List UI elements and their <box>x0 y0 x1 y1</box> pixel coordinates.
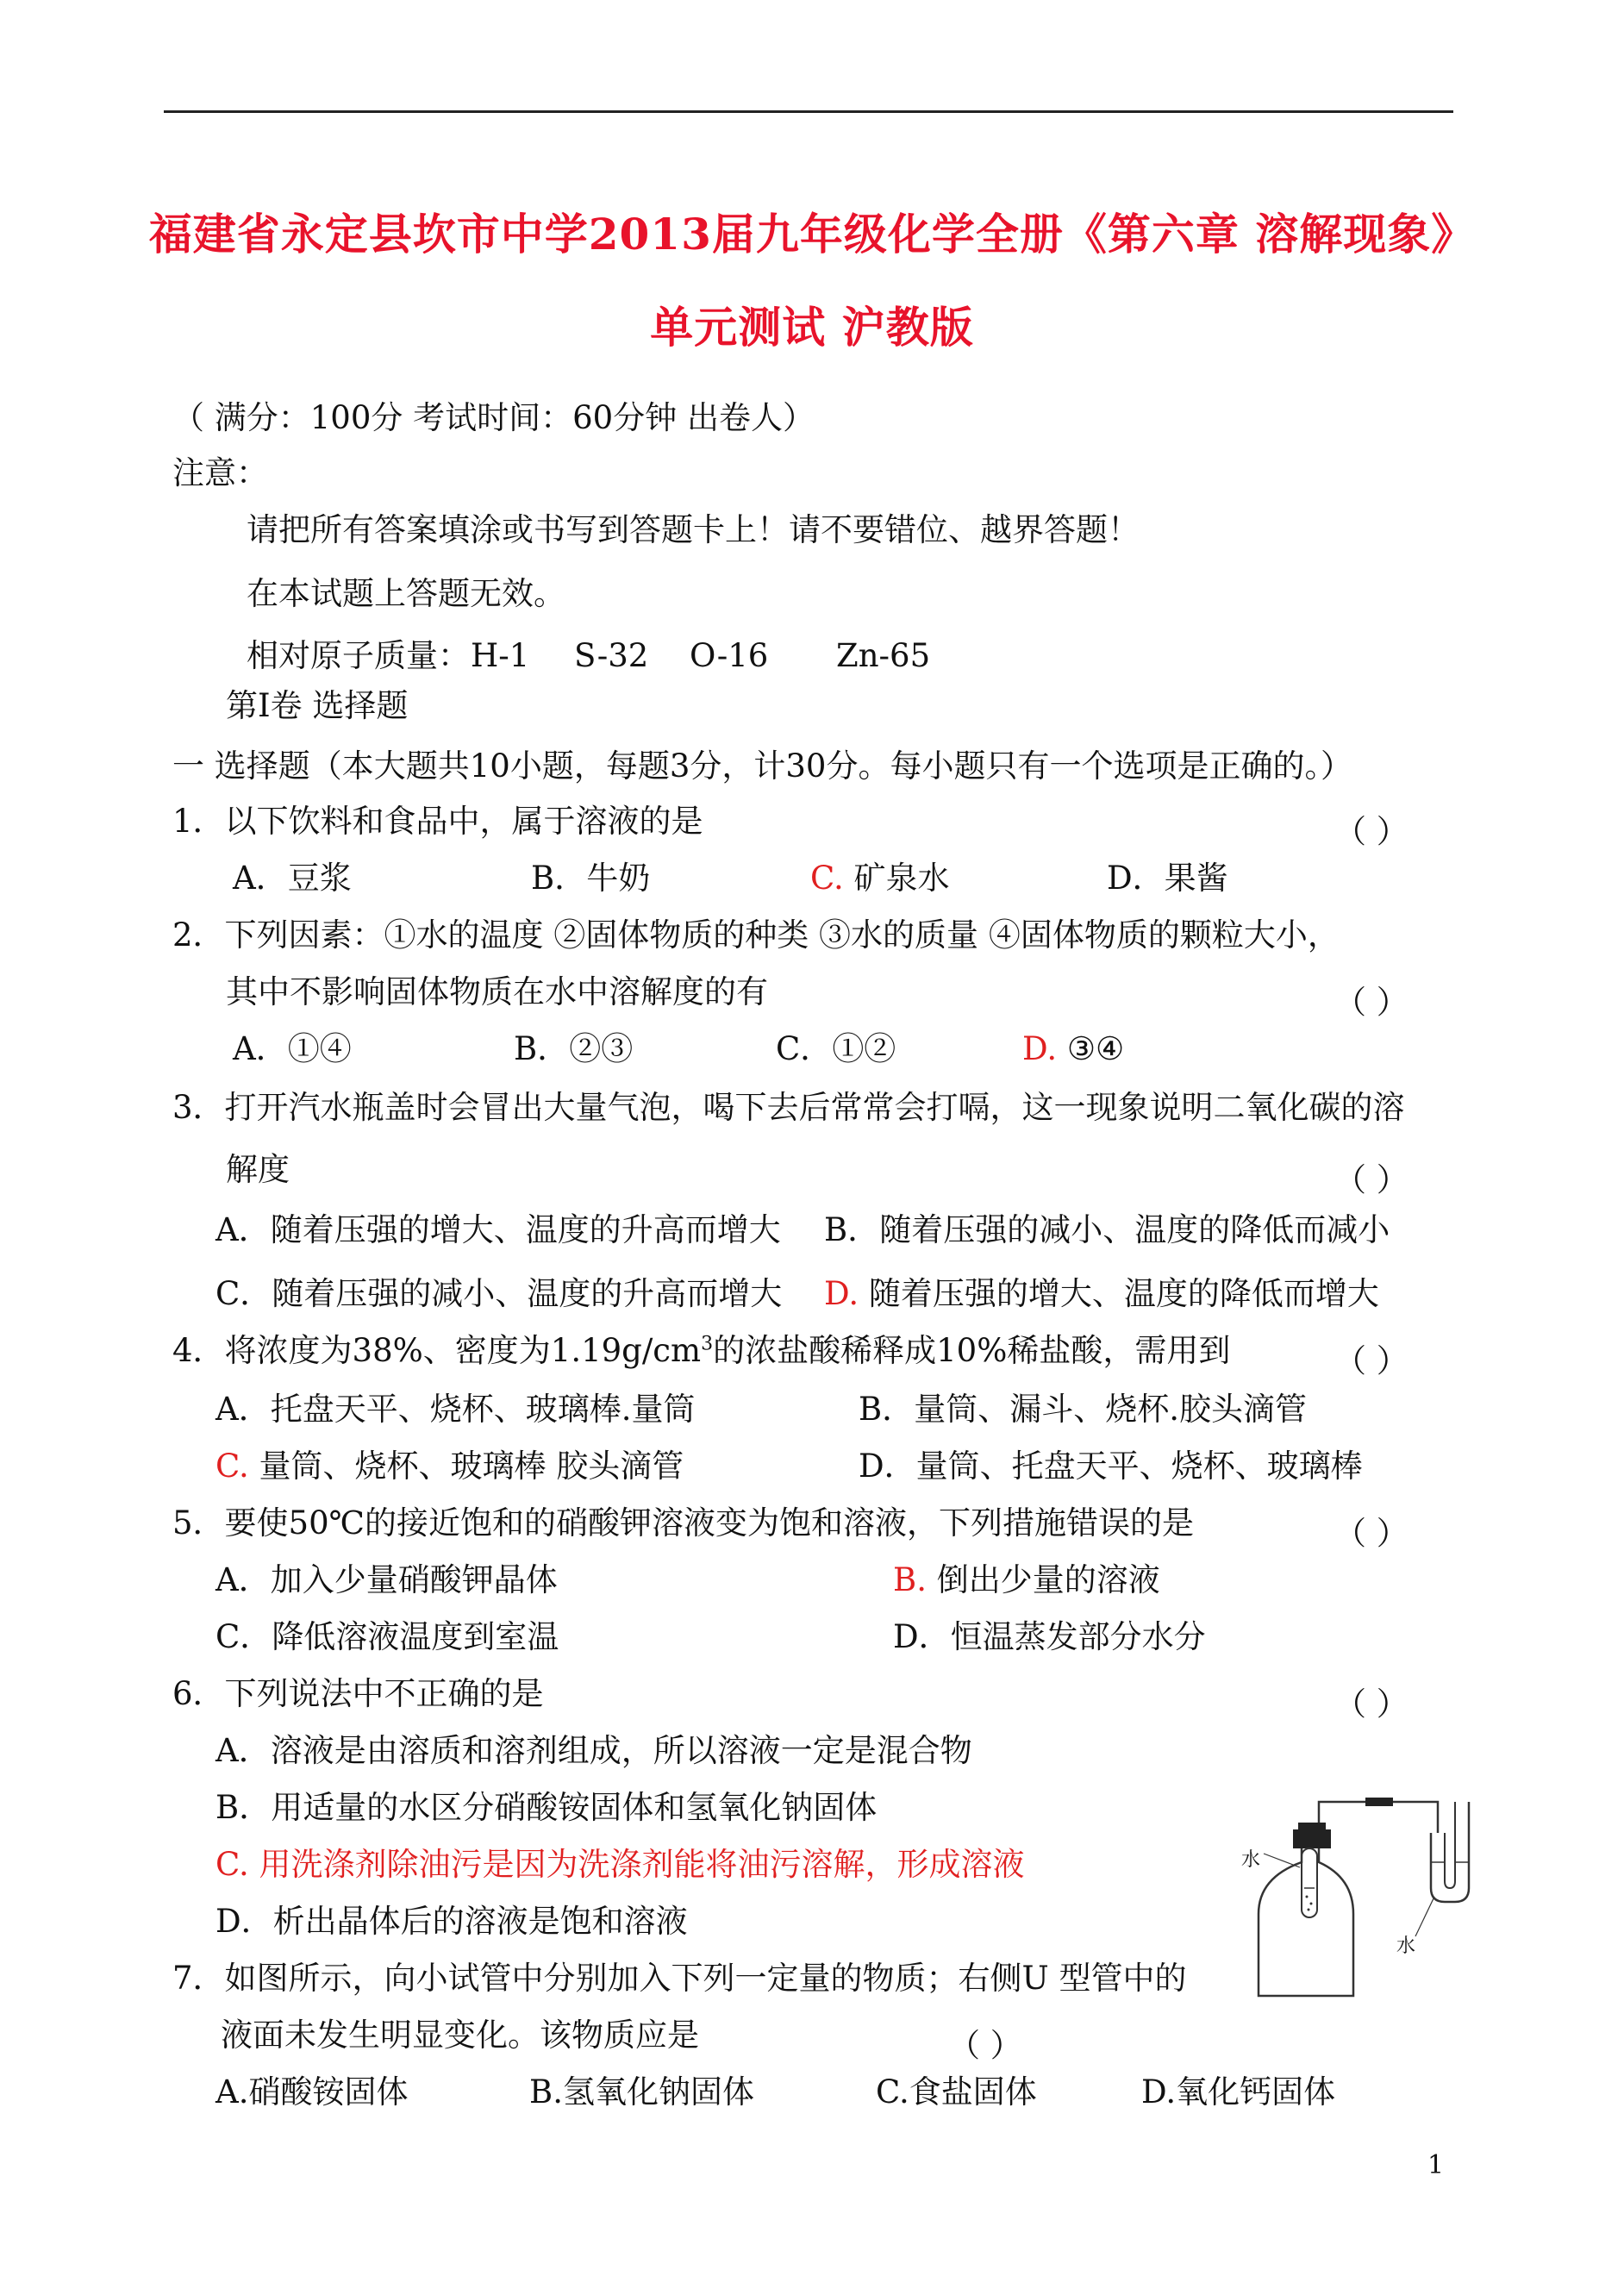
q5-answer-paren: （ ） <box>1334 1515 1409 1552</box>
q2-option-b: B．②③ <box>514 1030 634 1067</box>
q5-stem: 5．要使50℃的接近饱和的硝酸钾溶液变为饱和溶液，下列措施错误的是 <box>172 1504 1195 1541</box>
q1-option-d: D．果酱 <box>1107 860 1228 897</box>
q3-stem: 3．打开汽水瓶盖时会冒出大量气泡，喝下去后常常会打嗝，这一现象说明二氧化碳的溶 <box>172 1089 1405 1126</box>
q1-stem: 1．以下饮料和食品中，属于溶液的是 <box>172 803 703 840</box>
page-number: 1 <box>1427 2150 1445 2180</box>
q6-stem: 6．下列说法中不正确的是 <box>172 1675 544 1712</box>
q3-option-c: C．随着压强的减小、温度的升高而增大 <box>215 1275 783 1312</box>
title-line-1: 福建省永定县坎市中学2013届九年级化学全册《第六章 溶解现象》 <box>148 209 1476 260</box>
q3-option-b: B．随着压强的减小、温度的降低而减小 <box>824 1211 1390 1248</box>
q5-option-a: A．加入少量硝酸钾晶体 <box>215 1561 558 1598</box>
q2-stem-cont: 其中不影响固体物质在水中溶解度的有 <box>226 973 768 1010</box>
u-tube <box>1431 1802 1469 1902</box>
q7-option-a: A.硝酸铵固体 <box>215 2073 409 2111</box>
q2-option-d: D. ③④ <box>1022 1030 1125 1067</box>
atomic-mass-o: O-16 <box>690 637 769 674</box>
q7-option-b: B.氢氧化钠固体 <box>529 2073 754 2111</box>
q2-stem: 2．下列因素：①水的温度 ②固体物质的种类 ③水的质量 ④固体物质的颗粒大小， <box>172 916 1340 954</box>
q3-stem-cont: 解度 <box>226 1151 290 1188</box>
q7-option-d: D.氧化钙固体 <box>1141 2073 1336 2111</box>
q4-option-b: B．量筒、漏斗、烧杯.胶头滴管 <box>859 1391 1307 1428</box>
notice-line-2: 在本试题上答题无效。 <box>247 575 565 612</box>
q7-stem: 7．如图所示，向小试管中分别加入下列一定量的物质；右侧U 型管中的 <box>172 1960 1187 1997</box>
atomic-mass-label: 相对原子质量： <box>247 637 470 674</box>
atomic-mass-s: S-32 <box>574 637 649 674</box>
q4-stem: 4．将浓度为38%、密度为$1.19g/cm^3$的浓盐酸稀释成10%稀盐酸，需用到 <box>172 1332 1231 1369</box>
q4-option-c: C. 量筒、烧杯、玻璃棒 胶头滴管 <box>215 1448 684 1485</box>
q1-answer-paren: （ ） <box>1334 813 1409 850</box>
q6-option-b: B．用适量的水区分硝酸铵固体和氢氧化钠固体 <box>215 1789 878 1826</box>
exam-info: （ 满分：100分 考试时间：60分钟 出卷人） <box>172 399 815 436</box>
header-rule <box>164 110 1453 113</box>
q6-option-a: A．溶液是由溶质和溶剂组成，所以溶液一定是混合物 <box>215 1732 972 1769</box>
atomic-mass-h: H-1 <box>471 637 530 674</box>
test-tube <box>1302 1848 1317 1917</box>
section-heading: 一 选择题（本大题共10小题，每题3分，计30分。每小题只有一个选项是正确的。） <box>172 747 1352 785</box>
q1-option-c: C. 矿泉水 <box>810 860 950 897</box>
q4-option-d: D．量筒、托盘天平、烧杯、玻璃棒 <box>859 1448 1363 1485</box>
q3-option-a: A．随着压强的增大、温度的升高而增大 <box>215 1211 781 1248</box>
flask-outline <box>1259 1845 1353 1996</box>
q5-option-d: D．恒温蒸发部分水分 <box>893 1618 1206 1655</box>
flask-stopper <box>1293 1829 1331 1848</box>
label-water-left: 水 <box>1241 1849 1261 1871</box>
q3-option-d: D. 随着压强的增大、温度的降低而增大 <box>824 1275 1379 1312</box>
q5-option-c: C．降低溶液温度到室温 <box>215 1618 559 1655</box>
q4-option-a: A．托盘天平、烧杯、玻璃棒.量筒 <box>215 1391 696 1428</box>
q6-option-c: C. 用洗涤剂除油污是因为洗涤剂能将油污溶解，形成溶液 <box>215 1846 1025 1883</box>
q2-answer-paren: （ ） <box>1334 984 1409 1021</box>
apparatus-diagram <box>1224 1785 1474 2009</box>
q6-answer-paren: （ ） <box>1334 1685 1409 1723</box>
notice-label: 注意： <box>172 454 268 491</box>
q1-option-b: B．牛奶 <box>531 860 651 897</box>
q7-answer-paren: （ ） <box>948 2027 1022 2064</box>
q2-option-a: A．①④ <box>233 1030 352 1067</box>
q1-option-a: A．豆浆 <box>233 860 352 897</box>
q5-option-b: B. 倒出少量的溶液 <box>893 1561 1160 1598</box>
volume-label: 第Ⅰ卷 选择题 <box>226 687 409 724</box>
q4-answer-paren: （ ） <box>1334 1342 1409 1379</box>
connecting-tube <box>1319 1802 1438 1833</box>
notice-line-1: 请把所有答案填涂或书写到答题卡上！请不要错位、越界答题！ <box>247 511 1140 548</box>
title-line-2: 单元测试 沪教版 <box>650 302 974 353</box>
q3-answer-paren: （ ） <box>1334 1161 1409 1198</box>
q2-option-c: C．①② <box>776 1030 896 1067</box>
q6-option-d: D．析出晶体后的溶液是饱和溶液 <box>215 1903 688 1940</box>
q7-stem-cont: 液面未发生明显变化。该物质应是 <box>221 2017 699 2054</box>
atomic-mass-zn: Zn-65 <box>836 637 931 674</box>
q7-option-c: C.食盐固体 <box>876 2073 1037 2111</box>
label-water-right: 水 <box>1396 1935 1416 1957</box>
